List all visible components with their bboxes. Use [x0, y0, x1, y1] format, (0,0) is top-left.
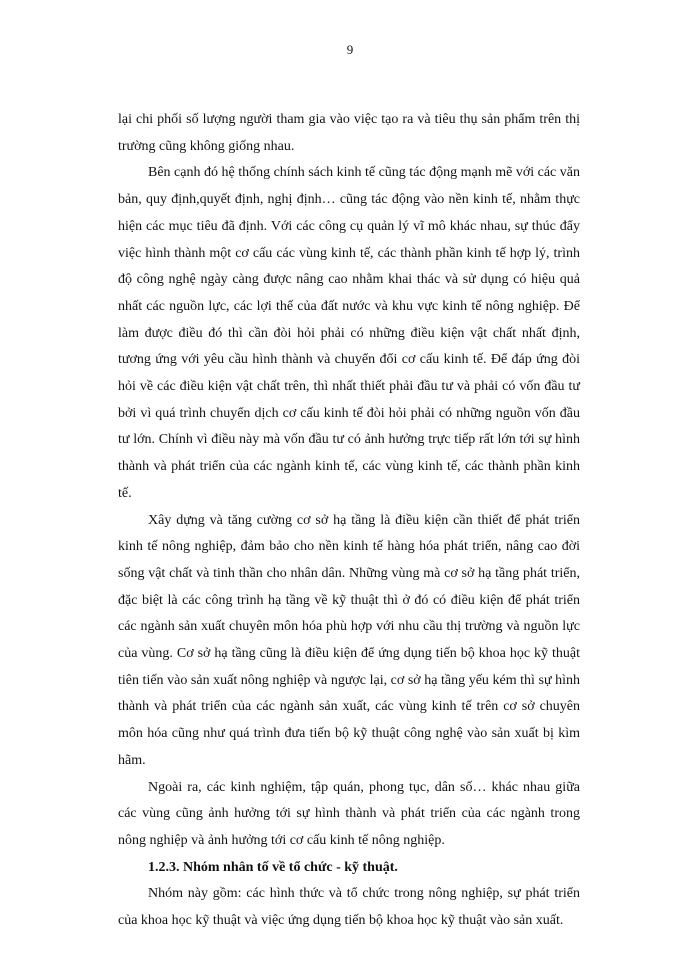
paragraph-economic-policy: Bên cạnh đó hệ thống chính sách kinh tế cũng tác động mạnh mẽ với các văn bản, quy định,quyết định, nghị định… cũng tác động vào nền kinh tế, nhằm thực hiện các mục tiêu đã định. Với các công cụ quản lý vĩ mô khác nhau, sự thúc đẩy việc hình thành một cơ cấu các vùng kinh tế, các thành phần kinh tế hợp lý, trình độ công nghệ ngày càng được nâng cao nhằm khai thác và sử dụng có hiệu quả nhất các nguồn lực, các lợi thế của đất nước và khu vực kinh tế nông nghiệp. Để làm được điều đó thì cần đòi hỏi phải có những điều kiện vật chất nhất định, tương ứng với yêu cầu hình thành và chuyển đổi cơ cấu kinh tế. Để đáp ứng đòi hỏi về các điều kiện vật chất trên, thì nhất thiết phải đầu tư và phải có vốn đầu tư bởi vì quá trình chuyển dịch cơ cấu kinh tế đòi hỏi phải có những nguồn vốn đầu tư lớn. Chính vì điều này mà vốn đầu tư có ảnh hưởng trực tiếp rất lớn tới sự hình thành và phát triển của các ngành kinh tế, các vùng kinh tế, các thành phần kinh tế. [118, 165, 580, 501]
paragraph-customs: Ngoài ra, các kinh nghiệm, tập quán, phong tục, dân số… khác nhau giữa các vùng cũng ảnh hưởng tới sự hình thành và phát triển của các ngành trong nông nghiệp và ảnh hưởng tới cơ cấu kinh tế nông nghiệp. [118, 779, 580, 848]
section-heading: 1.2.3. Nhóm nhân tố về tổ chức - kỹ thuật. [148, 859, 398, 875]
document-body [118, 107, 580, 935]
paragraph-organization: Nhóm này gồm: các hình thức và tổ chức trong nông nghiệp, sự phát triển của khoa học kỹ thuật và việc ứng dụng tiến bộ khoa học kỹ thuật vào sản xuất. [118, 886, 580, 929]
page-number: 9 [346, 42, 354, 57]
paragraph-infrastructure: Xây dựng và tăng cường cơ sở hạ tầng là điều kiện cần thiết để phát triển kinh tế nông nghiệp, đảm bảo cho nền kinh tế hàng hóa phát triển, nâng cao đời sống vật chất và tinh thần cho nhân dân. Những vùng mà cơ sở hạ tầng phát triển, đặc biệt là các công trình hạ tầng về kỹ thuật thì ở đó có điều kiện để phát triển các ngành sản xuất chuyên môn hóa phù hợp với nhu cầu thị trường và nguồn lực của vùng. Cơ sở hạ tầng cũng là điều kiện để ứng dụng tiến bộ khoa học kỹ thuật tiên tiến vào sản xuất nông nghiệp và ngược lại, cơ sở hạ tầng yếu kém thì sự hình thành và phát triển của các ngành sản xuất, các vùng kinh tế trên cơ sở chuyên môn hóa cũng như quá trình đưa tiến bộ kỹ thuật công nghệ vào sản xuất bị kìm hãm. [118, 512, 580, 768]
paragraph-continuation: lại chi phối số lượng người tham gia vào việc tạo ra và tiêu thụ sản phẩm trên thị trường cũng không giống nhau. [118, 112, 580, 154]
